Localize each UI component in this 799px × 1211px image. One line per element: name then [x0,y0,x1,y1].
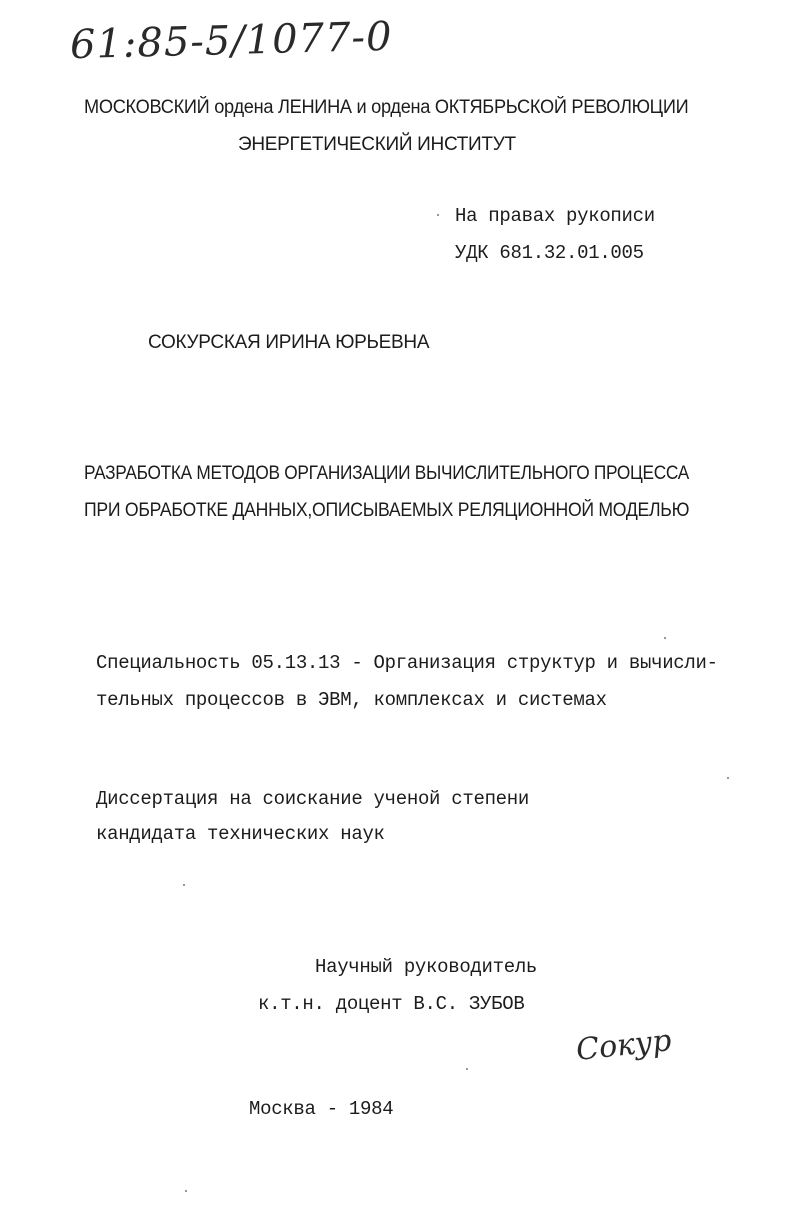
specialty-line-1: Специальность 05.13.13 - Организация структур и вычисли- [96,652,718,674]
institution-line-2: ЭНЕРГЕТИЧЕСКИЙ ИНСТИТУТ [238,134,516,155]
specialty-line-2: тельных процессов в ЭВМ, комплексах и системах [96,689,607,711]
degree-line-1: Диссертация на соискание ученой степени [96,788,529,810]
institution-line-1: МОСКОВСКИЙ ордена ЛЕНИНА и ордена ОКТЯБРЬСКОЙ РЕВОЛЮЦИИ [84,97,689,118]
city-year: Москва - 1984 [249,1098,394,1120]
scan-speck [185,1190,187,1192]
scan-speck [727,777,729,779]
scan-speck [437,214,439,216]
supervisor-label: Научный руководитель [315,956,538,978]
scan-speck [664,637,666,639]
title-line-2: ПРИ ОБРАБОТКЕ ДАННЫХ,ОПИСЫВАЕМЫХ РЕЛЯЦИОННОЙ МОДЕЛЬЮ [84,500,690,521]
archive-number: 61:85-5/1077-0 [69,13,394,69]
title-line-1: РАЗРАБОТКА МЕТОДОВ ОРГАНИЗАЦИИ ВЫЧИСЛИТЕЛЬНОГО ПРОЦЕССА [84,463,689,484]
udc-code: УДК 681.32.01.005 [455,242,644,264]
supervisor-name: к.т.н. доцент В.С. ЗУБОВ [258,993,525,1015]
manuscript-rights-note: На правах рукописи [455,205,655,227]
degree-line-2: кандидата технических наук [96,823,385,845]
author-name: СОКУРСКАЯ ИРИНА ЮРЬЕВНА [148,332,430,353]
scan-speck [183,884,185,886]
signature: Сокур [574,1023,674,1068]
scan-speck [466,1068,468,1070]
